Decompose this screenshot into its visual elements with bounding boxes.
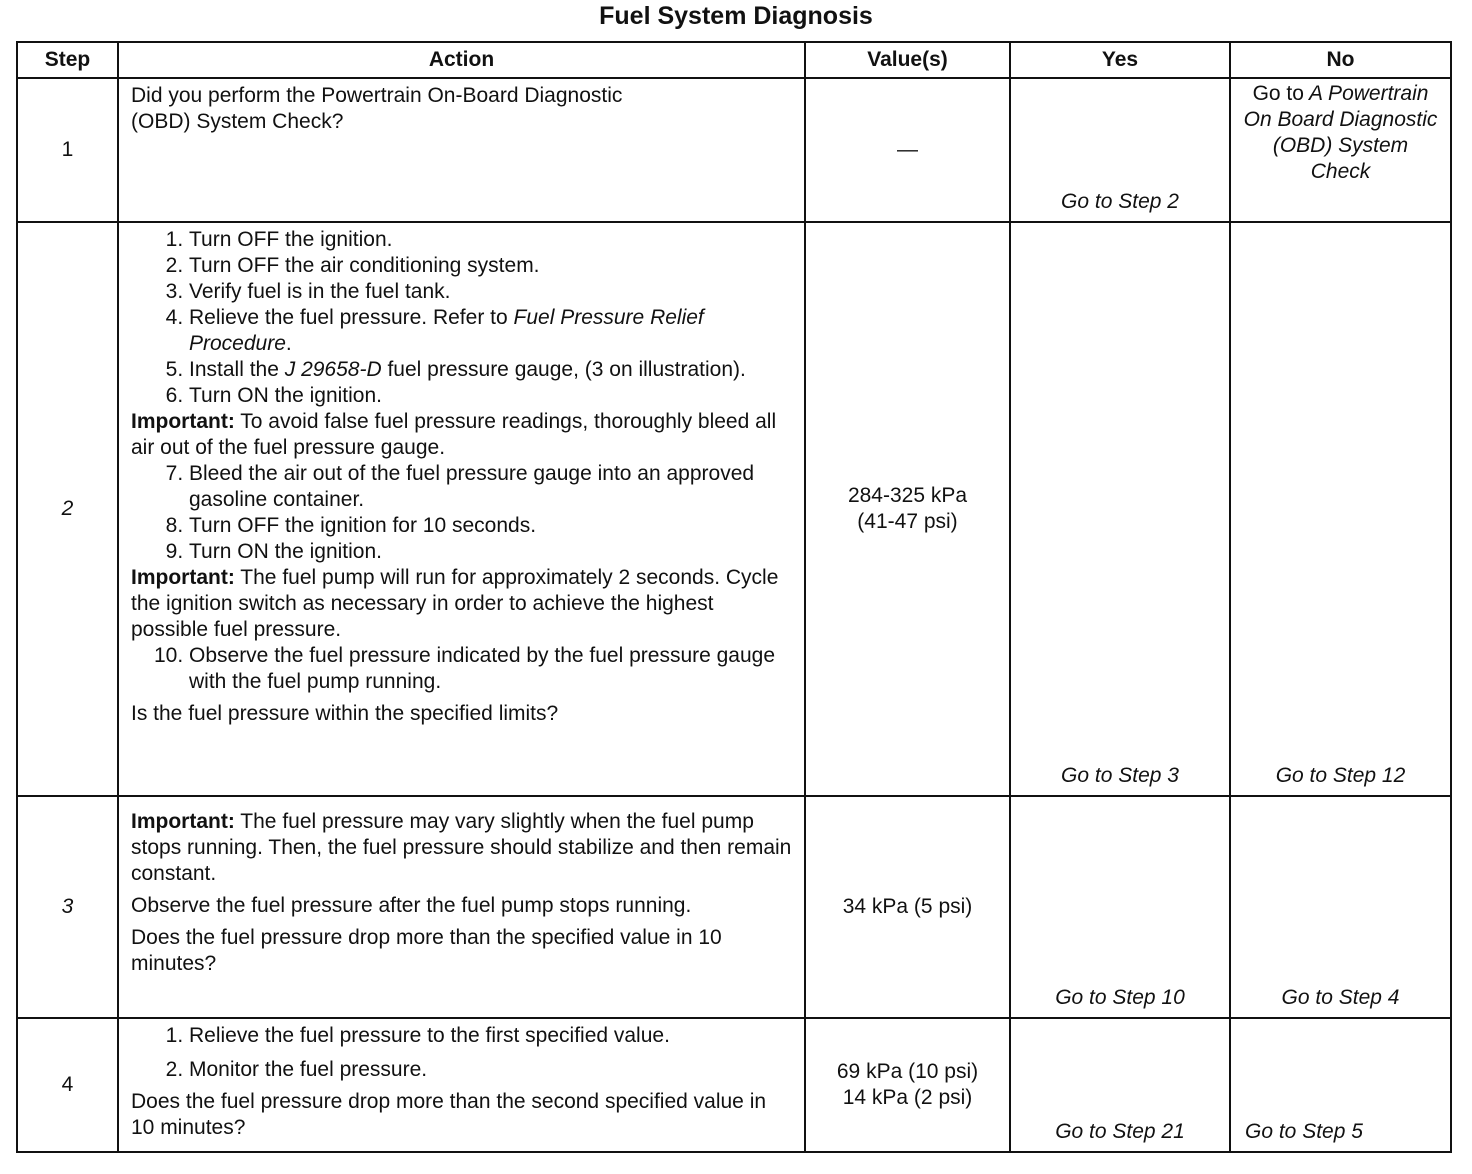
value-cell: 34 kPa (5 psi) (805, 796, 1010, 1018)
header-no: No (1230, 42, 1451, 78)
header-step: Step (17, 42, 118, 78)
header-yes: Yes (1010, 42, 1230, 78)
yes-cell: Go to Step 2 (1010, 78, 1230, 222)
page-title: Fuel System Diagnosis (599, 2, 873, 30)
action-cell (118, 78, 805, 222)
tool-reference: J 29658-D (284, 358, 382, 381)
list-item: 7. Bleed the air out of the fuel pressure gauge into an approved gasoline container. (189, 461, 792, 513)
question-text: Does the fuel pressure drop more than the specified value in 10 minutes? (131, 926, 722, 975)
action-text: Observe the fuel pressure after the fuel pump stops running. (131, 894, 692, 917)
header-values: Value(s) (805, 42, 1010, 78)
important-note (131, 809, 792, 887)
no-cell: Go to Step 4 (1230, 796, 1451, 1018)
list-item: 10. Observe the fuel pressure indicated by the fuel pressure gauge with the fuel pump running. (189, 643, 792, 695)
list-item: 2. Turn OFF the air conditioning system. (189, 253, 792, 279)
important-text: The fuel pump will run for approximately 2 seconds. Cycle the ignition switch as necessary in order to achieve the highest possible fuel pressure. (131, 566, 779, 641)
important-label: Important: (131, 810, 235, 833)
no-cell: Go to Step 12 (1230, 222, 1451, 796)
list-item: 2. Monitor the fuel pressure. (189, 1057, 792, 1083)
important-label: Important: (131, 566, 235, 589)
value-line: (41-47 psi) (857, 510, 958, 533)
action-cell (118, 222, 805, 796)
yes-cell: Go to Step 21 (1010, 1018, 1230, 1152)
step-number: 1 (17, 78, 118, 222)
list-item-text: fuel pressure gauge, (3 on illustration). (387, 358, 746, 381)
table-header-row (17, 42, 1451, 78)
table-row (17, 222, 1451, 796)
list-item: 3. Verify fuel is in the fuel tank. (189, 279, 792, 305)
no-prefix: Go to (1252, 82, 1304, 105)
list-item: 8. Turn OFF the ignition for 10 seconds. (189, 513, 792, 539)
important-text: To avoid false fuel pressure readings, thoroughly bleed all air out of the fuel pressure gauge. (131, 410, 777, 459)
important-note (131, 409, 792, 461)
list-item: 9. Turn ON the ignition. (189, 539, 792, 565)
step-number: 2 (17, 222, 118, 796)
list-item: 6. Turn ON the ignition. (189, 383, 792, 409)
value-cell (805, 1018, 1010, 1152)
action-cell (118, 1018, 805, 1152)
step-number: 4 (17, 1018, 118, 1152)
step-number: 3 (17, 796, 118, 1018)
procedure-list (131, 461, 792, 565)
value-line: 284-325 kPa (847, 484, 968, 507)
yes-cell: Go to Step 10 (1010, 796, 1230, 1018)
list-item: 1. Turn OFF the ignition. (189, 227, 792, 253)
important-text: The fuel pressure may vary slightly when the fuel pump stops running. Then, the fuel pressure should stabilize and then remain constant. (131, 810, 792, 885)
yes-cell: Go to Step 3 (1010, 222, 1230, 796)
value-line: 14 kPa (2 psi) (842, 1086, 973, 1109)
action-text: Did you perform the Powertrain On-Board Diagnostic (OBD) System Check? (131, 84, 623, 133)
list-item-text: Install the (189, 358, 279, 381)
list-item-text: Relieve the fuel pressure. Refer to (189, 306, 508, 329)
value-cell (805, 222, 1010, 796)
list-item (189, 357, 792, 383)
table-row (17, 78, 1451, 222)
list-item: 1. Relieve the fuel pressure to the first specified value. (189, 1023, 792, 1049)
procedure-list (131, 643, 792, 695)
question-text: Is the fuel pressure within the specified limits? (131, 702, 559, 725)
table-row (17, 1018, 1451, 1152)
no-link-text: A Powertrain On Board Diagnostic (OBD) System Check (1243, 82, 1438, 183)
table-row (17, 796, 1451, 1018)
header-action: Action (118, 42, 805, 78)
procedure-list (131, 227, 792, 409)
list-item (189, 305, 792, 357)
question-text: Does the fuel pressure drop more than the second specified value in 10 minutes? (131, 1090, 767, 1139)
value-line: 69 kPa (10 psi) (836, 1060, 979, 1083)
list-item-text: . (285, 332, 292, 355)
procedure-list (131, 1023, 792, 1083)
diagnosis-table (16, 41, 1452, 1153)
no-cell (1230, 78, 1451, 222)
important-label: Important: (131, 410, 235, 433)
value-cell: — (805, 78, 1010, 222)
important-note (131, 565, 792, 643)
reference-text: Fuel Pressure Relief Procedure (189, 306, 704, 355)
no-cell: Go to Step 5 (1230, 1018, 1451, 1152)
action-cell (118, 796, 805, 1018)
